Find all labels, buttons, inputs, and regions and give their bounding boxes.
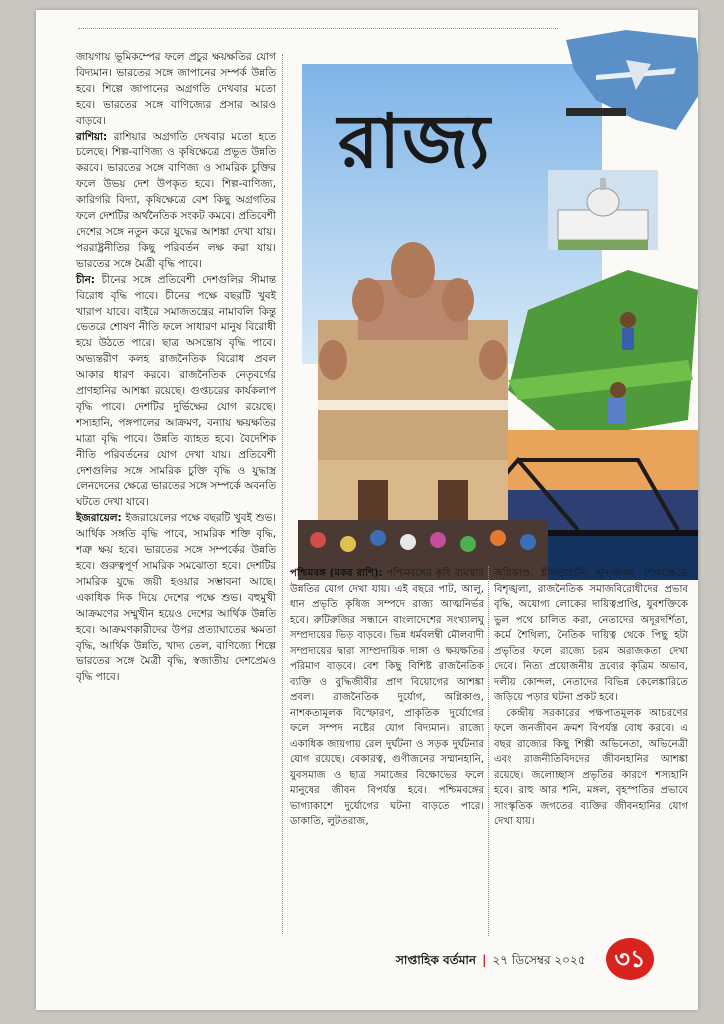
para-china: চীন: চীনের সঙ্গে প্রতিবেশী দেশগুলির সীমান্ত বিরোধ বৃদ্ধি পাবে। চীনের পক্ষে বছরটি খুবই খারাপ যাবে। বাইরে সমাজতন্ত্রের নামাবলি কিন্তু ভেতরে শোষণ নীতি ফলে সাধারণ মানুষ বিরোধী হয়ে উঠতে পারে। ছাত্র অসন্তোষ বৃদ্ধি পাবে। অভ্যন্তরীণ কলহ রাজনৈতিক বিরোধ প্রবল আকার ধারণ করবে। রাজনৈতিক নেতৃবর্গের প্রাণহানির আশঙ্কা রয়েছে। গুপ্তচরের কার্যকলাপ বৃদ্ধি পাবে। দেশটির দুর্ভিক্ষের যোগ রয়েছে। শস্যহানি, পঙ্গপালের আক্রমণ, বন্যায় ক্ষয়ক্ষতির মাত্রা বৃদ্ধি পাবে। উন্নতি ব্যাহত হবে। বৈদেশিক নীতি পরিবর্তনের যোগ দেখা যায়। প্রতিবেশী দেশগুলির সঙ্গে সামরিক চুক্তি বৃদ্ধি ও যুদ্ধাস্ত্র লেনদেনের ক্ষেত্রে ভারতের সঙ্গে সম্পর্কে অবনতি ঘটতে দেখা যাবে। bbox=[76, 273, 276, 509]
column-divider bbox=[282, 54, 283, 934]
footer-separator: | bbox=[482, 953, 487, 967]
middle-column bbox=[290, 566, 484, 830]
para-israel: ইজরায়েল: ইজরায়েলের পক্ষে বছরটি খুবই শুভ। আর্থিক সঙ্গতি বৃদ্ধি পাবে, সামরিক শক্তি বৃদ্ধি, শত্রু ক্ষয় হবে। ভারতের সঙ্গে সম্পর্কের উন্নতি হবে। গুরুত্বপূর্ণ সামরিক সমঝোতা হবে। দেশটির সামরিক যুদ্ধে জয়ী হওয়ার সম্ভাবনা আছে। একাধিক দিক দিয়ে দেশের পক্ষে শুভ। বহুমুখী আক্রমণের সম্মুখীন হয়েও দেশের আর্থিক উন্নতি হবে। আক্রমণকারীদের উপর প্রত্যাঘাতের ক্ষমতা বৃদ্ধি, আর্থিক উন্নতি, খাদ্য তেল, বাণিজ্যে শিল্পে ভারতের সঙ্গে মৈত্রী বৃদ্ধি, স্বজাতীয় দেশপ্রেমও বৃদ্ধি পাবে। bbox=[76, 512, 276, 684]
para-japan: জায়গায় ভূমিকম্পের ফলে প্রচুর ক্ষয়ক্ষতির যোগ বিদ্যমান। ভারতের সঙ্গে জাপানের সম্পর্ক উন্নতি হবে। শিল্পে জাপানের অগ্রগতি দেখবার মতো হবে। ভারতের সঙ্গে বাণিজ্যের প্রসার আরও বাড়বে। bbox=[76, 51, 276, 127]
heading-russia: রাশিয়া: bbox=[76, 130, 108, 143]
footer bbox=[396, 952, 586, 972]
right-column bbox=[494, 566, 688, 830]
para-right-2: কেন্দ্রীয় সরকারের পক্ষপাতমূলক আচরণের ফলে জনজীবন ক্রমশ বিপর্যস্ত বোধ করবে। এ বছর রাজ্যের কিছু শিল্পী অভিনেতা, অভিনেত্রী এবং রাজনীতিবিদদের জীবনহানির আশঙ্কা রয়েছে। জলোচ্ছাস প্রভৃতির কারণে শস্যহানি হবে। রাহু আর শনি, মঙ্গল, বৃহস্পতির প্রভাবে সাংস্কৃতিক জগতের ব্যক্তির জীবনহানির যোগ দেখা যায়। bbox=[494, 707, 688, 827]
heading-israel: ইজরায়েল: bbox=[76, 512, 122, 525]
para-west-bengal: পশ্চিমবঙ্গ (মকর রাশি): পশ্চিমবঙ্গের কৃষি ব্যবস্থার উন্নতির যোগ দেখা যায়। এই বছরে পাট, আলু, ধান প্রভৃতি কৃষিজ সম্পদে রাজ্য আত্মনির্ভর হবে। রুটিরুজির সন্ধানে বাংলাদেশের সংখ্যালঘু সম্প্রদায়ের ভিড় বাড়বে। ভিন্ন ধর্মবলম্বী মৌলবাদী সম্প্রদায়ের দ্বারা সাম্প্রদায়িক দাঙ্গা ও ক্ষয়ক্ষতির পরিমাণ বাড়বে। বেশ কিছু বিশিষ্ট রাজনৈতিক ব্যক্তি ও বুদ্ধিজীবীর প্রাণ বিয়োগের আশঙ্কা প্রবল। রাজনৈতিক দুর্যোগ, অগ্নিকাণ্ড, নাশকতামূলক বিস্ফোরণ, প্রাকৃতিক দুর্যোগের ফলে সম্পদ নষ্টের যোগ বিদ্যমান। রাজ্যে একাধিক জায়গায় রেল দুর্ঘটনা ও সড়ক দুর্ঘটনার যোগ রয়েছে। বেকারত্ব, গুণীজনের সম্মানহানি, যুবসমাজ ও ছাত্র সমাজের বিক্ষোভের ফলে মানুষের জীবন বিপর্যস্ত হবে। পশ্চিমবঙ্গের ভাগ্যাকাশে দুর্যোগের ঘটনা বাড়তে পারে। ডাকাতি, লুটতরাজ, bbox=[290, 568, 484, 827]
para-right-1: অগ্নিকাণ্ড, শ্লীলতাহানি, খুন-জখম, শিক্ষাক্ষেত্রে বিশৃঙ্খলা, রাজনৈতিক সমাজবিরোধীদের প্রভাব বৃদ্ধি, অযোগ্য লোকের দায়িত্বপ্রাপ্তি, যুবশক্তিকে ভুল পথে চালিত করা, নেতাদের অদূরদর্শিতা, কর্মে শৈথিল্য, নৈতিক দায়িত্ব থেকে পিছু হটা প্রভৃতির ফলে রাজ্যে চরম অরাজকতা দেখা দেবে। নিত্য প্রয়োজনীয় দ্রব্যের কৃত্রিম অভাব, দলীয় কোন্দল, নেতাদের বিভিন্ন কেলেঙ্কারিতে জড়িয়ে পড়ার ঘটনা প্রকট হবে। bbox=[494, 568, 688, 703]
victoria-memorial-image bbox=[548, 170, 658, 250]
page-number-badge: ৩১ bbox=[606, 938, 654, 980]
feature-collage bbox=[298, 50, 698, 580]
para-russia: রাশিয়া: রাশিয়ার অগ্রগতি দেখবার মতো হতে চলেছে। শিল্প-বাণিজ্য ও কৃষিক্ষেত্রে প্রভূত উন্নতি করবে। ভারতের সঙ্গে বাণিজ্য ও সামরিক চুক্তির ফলে উভয় দেশ উপকৃত হবে। শিল্প-বাণিজ্য, কারিগরি বিদ্যা, কৃষিক্ষেত্রে বেশ কিছু অগ্রগতির ফলে দেশটির অর্থনৈতিক সংকট কমবে। প্রতিবেশী দেশের সঙ্গে নতুন করে যুদ্ধের আশঙ্কা দেখা যায়। পররাষ্ট্রনীতির কিছু পরিবর্তন লক্ষ করা যায়। ভারতের সঙ্গে মৈত্রী বৃদ্ধি পাবে। bbox=[76, 130, 276, 270]
airport-map-image bbox=[556, 20, 698, 140]
heading-china: চীন: bbox=[76, 273, 95, 286]
magazine-name: সাপ্তাহিক বর্তমান bbox=[396, 953, 477, 967]
top-dotted-rule bbox=[78, 28, 558, 29]
column-divider-2 bbox=[488, 566, 489, 936]
heading-west-bengal: পশ্চিমবঙ্গ (মকর রাশি): bbox=[290, 568, 383, 579]
left-column bbox=[76, 50, 276, 686]
farm-field-image bbox=[508, 270, 698, 440]
magazine-page bbox=[36, 10, 698, 1010]
feature-title: রাজ্য bbox=[338, 99, 492, 185]
issue-date: ২৭ ডিসেম্বর ২০২৫ bbox=[492, 953, 586, 967]
